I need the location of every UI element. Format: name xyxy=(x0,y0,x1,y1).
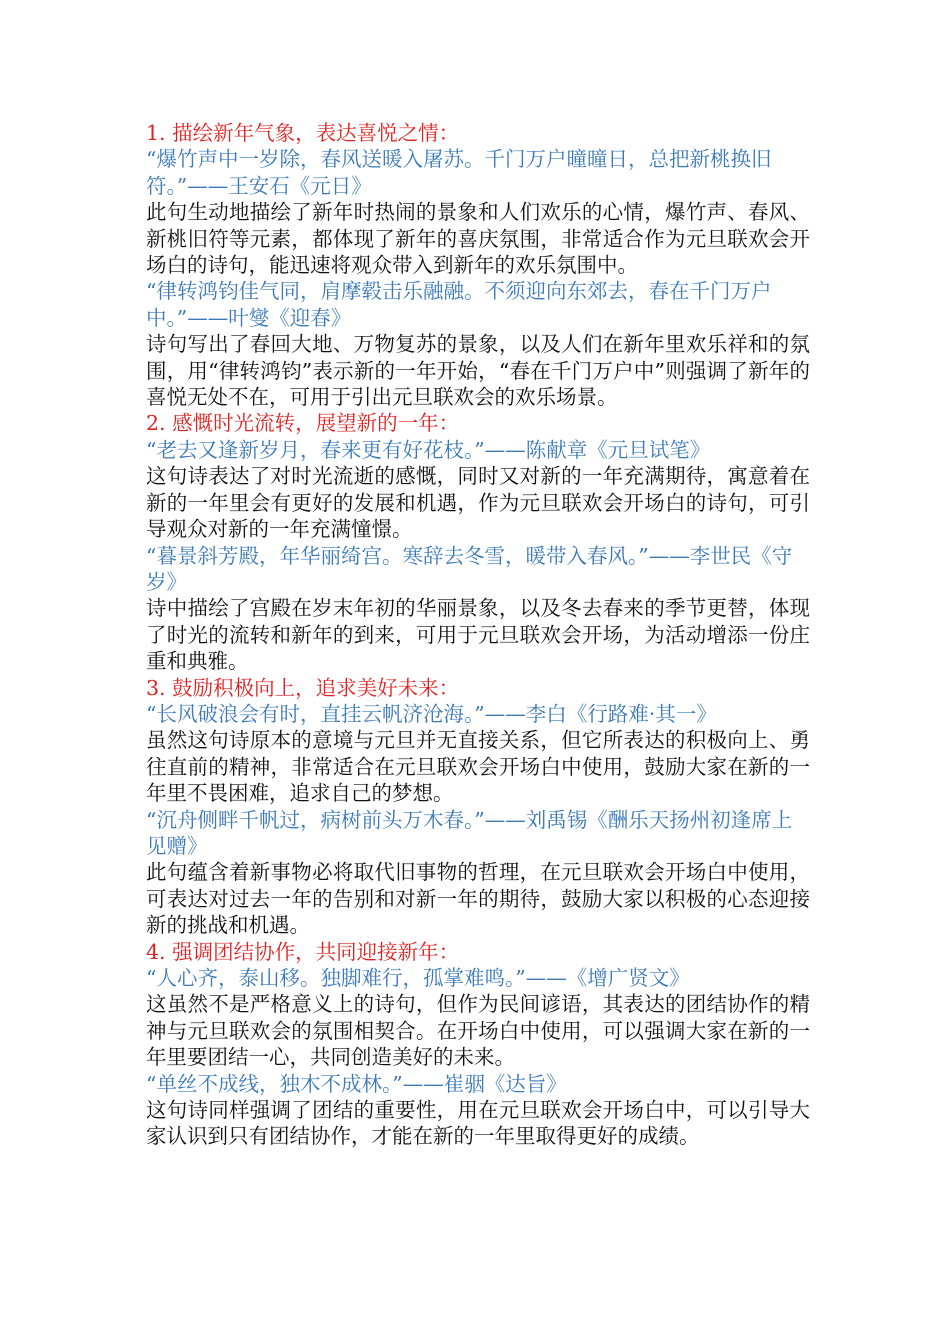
explanation-paragraph: 这句诗同样强调了团结的重要性，用在元旦联欢会开场白中，可以引导大家认识到只有团结协作，才能在新的一年里取得更好的成绩。 xyxy=(146,1098,810,1149)
explanation-paragraph: 这句诗表达了对时光流逝的感慨，同时又对新的一年充满期待，寓意着在新的一年里会有更好的发展和机遇，作为元旦联欢会开场白的诗句，可引导观众对新的一年充满憧憬。 xyxy=(146,464,810,542)
poem-quote: “爆竹声中一岁除，春风送暖入屠苏。千门万户曈曈日，总把新桃换旧符。”——王安石《元日》 xyxy=(146,147,772,198)
poem-quote: “老去又逢新岁月，春来更有好花枝。”——陈献章《元旦试笔》 xyxy=(146,437,711,462)
poem-quote: “单丝不成线，独木不成林。”——崔骃《达旨》 xyxy=(146,1071,567,1096)
poem-quote: “暮景斜芳殿，年华丽绮宫。寒辞去冬雪，暖带入春风。”——李世民《守岁》 xyxy=(146,543,793,594)
explanation-paragraph: 诗句写出了春回大地、万物复苏的景象，以及人们在新年里欢乐祥和的氛围，用“律转鸿钧”表示新的一年开始，“春在千门万户中”则强调了新年的喜悦无处不在，可用于引出元旦联欢会的欢乐场景。 xyxy=(146,332,810,410)
section-2 xyxy=(146,410,810,674)
section-heading: 3. 鼓励积极向上，追求美好未来： xyxy=(146,675,460,700)
section-1 xyxy=(146,120,810,410)
section-3 xyxy=(146,675,810,939)
section-heading: 4. 强调团结协作，共同迎接新年： xyxy=(146,939,460,964)
poem-quote: “沉舟侧畔千帆过，病树前头万木春。”——刘禹锡《酬乐天扬州初逢席上见赠》 xyxy=(146,807,793,858)
document-body xyxy=(146,120,810,1150)
section-heading: 2. 感慨时光流转，展望新的一年： xyxy=(146,411,460,436)
poem-quote: “律转鸿钧佳气同，肩摩毂击乐融融。不须迎向东郊去，春在千门万户中。”——叶燮《迎春》 xyxy=(146,279,772,330)
explanation-paragraph: 虽然这句诗原本的意境与元旦并无直接关系，但它所表达的积极向上、勇往直前的精神，非常适合在元旦联欢会开场白中使用，鼓励大家在新的一年里不畏困难，追求自己的梦想。 xyxy=(146,728,810,806)
section-heading: 1. 描绘新年气象，表达喜悦之情： xyxy=(146,121,460,145)
poem-quote: “长风破浪会有时，直挂云帆济沧海。”——李白《行路难·其一》 xyxy=(146,701,717,726)
explanation-paragraph: 这虽然不是严格意义上的诗句，但作为民间谚语，其表达的团结协作的精神与元旦联欢会的氛围相契合。在开场白中使用，可以强调大家在新的一年里要团结一心，共同创造美好的未来。 xyxy=(146,992,810,1070)
section-4 xyxy=(146,939,810,1150)
explanation-paragraph: 诗中描绘了宫殿在岁末年初的华丽景象，以及冬去春来的季节更替，体现了时光的流转和新年的到来，可用于元旦联欢会开场，为活动增添一份庄重和典雅。 xyxy=(146,596,810,674)
explanation-paragraph: 此句蕴含着新事物必将取代旧事物的哲理，在元旦联欢会开场白中使用，可表达对过去一年的告别和对新一年的期待，鼓励大家以积极的心态迎接新的挑战和机遇。 xyxy=(146,860,810,938)
poem-quote: “人心齐，泰山移。独脚难行，孤掌难鸣。”——《增广贤文》 xyxy=(146,966,690,990)
explanation-paragraph: 此句生动地描绘了新年时热闹的景象和人们欢乐的心情，爆竹声、春风、新桃旧符等元素，都体现了新年的喜庆氛围，非常适合作为元旦联欢会开场白的诗句，能迅速将观众带入到新年的欢乐氛围中。 xyxy=(146,200,810,278)
